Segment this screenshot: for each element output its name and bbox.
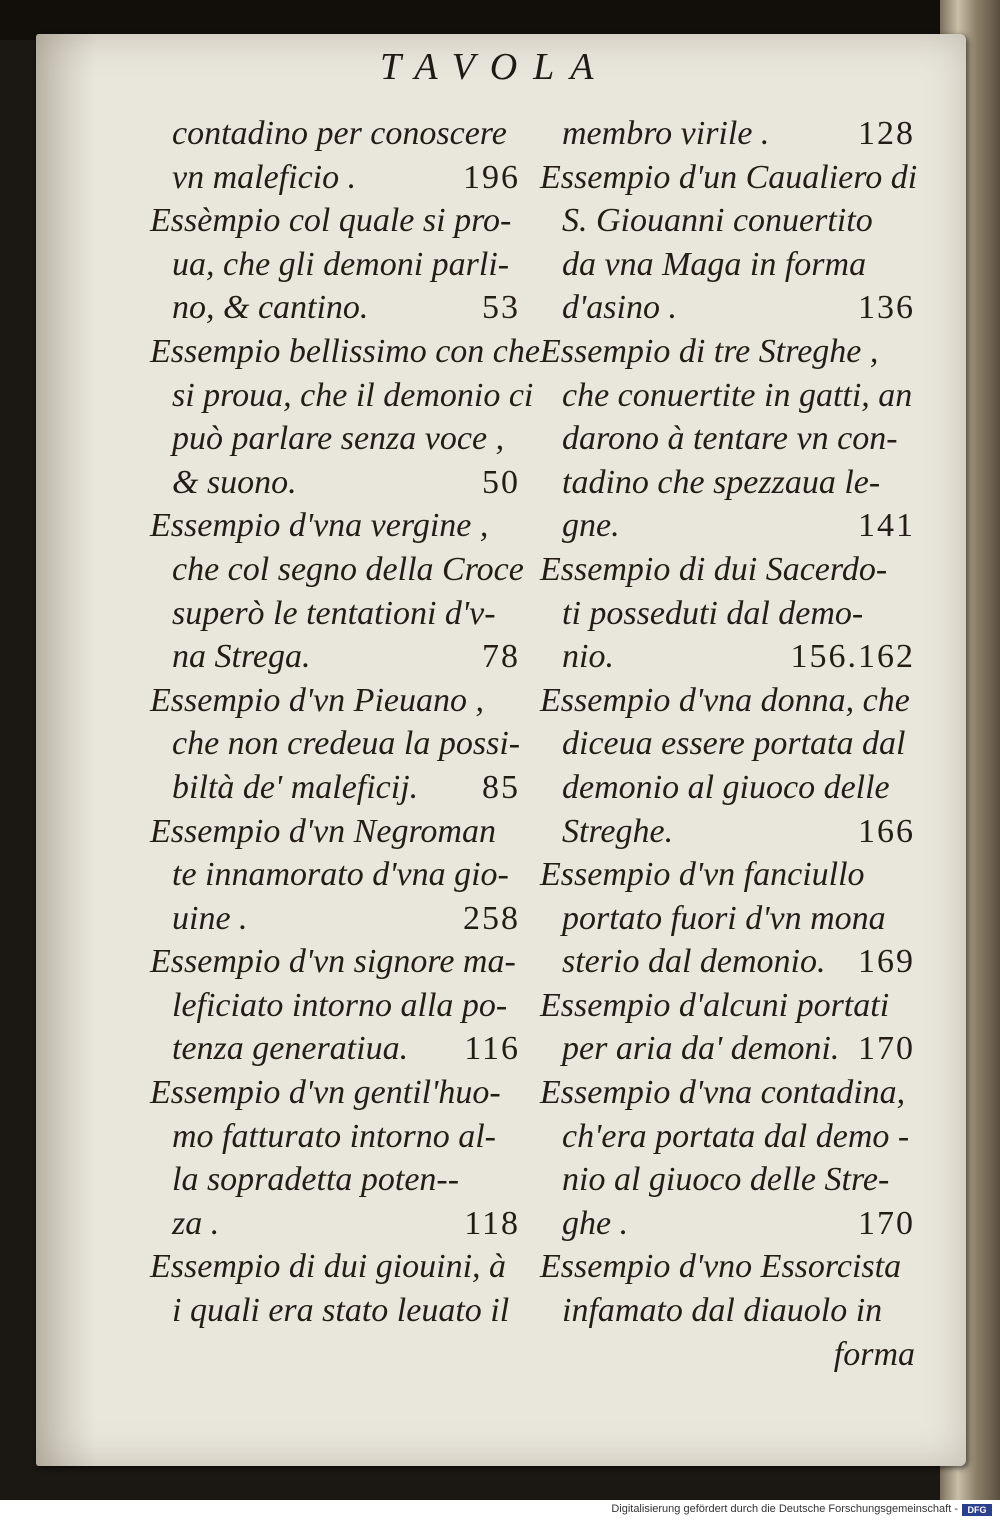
index-entry-text: tenza generatiua.: [172, 1030, 409, 1068]
index-entry-text: demonio al giuoco delle: [562, 768, 890, 806]
index-entry-text: infamato dal diauolo in: [562, 1292, 883, 1330]
index-entry-text: te innamorato d'vna gio-: [172, 856, 509, 894]
index-line: [540, 461, 915, 505]
index-entry-text: Essempio di dui giouini, à: [150, 1248, 507, 1286]
index-entry-text: può parlare senza voce ,: [172, 420, 505, 458]
page-number: 118: [464, 1204, 520, 1242]
index-entry-text: za .: [172, 1204, 220, 1242]
index-line: [150, 853, 520, 897]
index-entry-text: gne.: [562, 507, 620, 545]
index-entry-text: che conuertite in gatti, an: [562, 376, 913, 414]
index-line: [540, 679, 915, 723]
index-entry-text: superò le tentationi d'v-: [172, 594, 496, 632]
page-number: 170: [858, 1030, 915, 1068]
index-line: [150, 461, 520, 505]
index-line: [540, 766, 915, 810]
page-header: TAVOLA: [380, 46, 610, 88]
index-line: [150, 897, 520, 941]
page-number: 196: [463, 158, 520, 196]
index-entry-text: Essempio di tre Streghe ,: [540, 332, 879, 370]
index-entry-text: Essempio d'vn gentil'huo-: [150, 1074, 501, 1112]
index-line: [540, 984, 915, 1028]
index-entry-text: tadino che spezzaua le-: [562, 463, 881, 501]
index-line: [150, 1115, 520, 1159]
index-line: [150, 1027, 520, 1071]
index-entry-text: Essempio d'vno Essorcista: [540, 1248, 902, 1286]
index-line: [540, 156, 918, 200]
index-line: [540, 897, 915, 941]
index-line: [540, 1115, 915, 1159]
index-line: [150, 243, 520, 287]
index-entry-text: Essempio d'vn Negroman: [150, 812, 496, 850]
index-line: [540, 592, 915, 636]
page-number: 50: [482, 463, 520, 501]
index-entry-text: Streghe.: [562, 812, 674, 850]
index-line: [540, 810, 915, 854]
index-entry-text: Essempio d'vn Pieuano ,: [150, 681, 484, 719]
page-number: 156.162: [790, 638, 915, 676]
index-entry-text: Essempio d'alcuni portati: [540, 986, 890, 1024]
index-entry-text: da vna Maga in forma: [562, 245, 867, 283]
index-line: [150, 1245, 520, 1289]
index-line: [150, 1289, 520, 1333]
index-line: [150, 1202, 520, 1246]
index-line: [150, 810, 520, 854]
index-entry-text: Essempio bellissimo con che: [150, 332, 540, 370]
index-entry-text: che non credeua la possi-: [172, 725, 521, 763]
index-entry-text: d'asino .: [562, 289, 677, 327]
index-entry-text: Essempio d'vna vergine ,: [150, 507, 489, 545]
index-line: [150, 330, 540, 374]
index-line: [150, 548, 524, 592]
index-entry-text: nio al giuoco delle Stre-: [562, 1161, 890, 1199]
index-line: [540, 417, 915, 461]
index-entry-text: mo fatturato intorno al-: [172, 1117, 496, 1155]
index-line: [150, 984, 520, 1028]
index-entry-text: si proua, che il demonio ci: [172, 376, 534, 414]
index-entry-text: ghe .: [562, 1204, 629, 1242]
index-entry-text: Essempio di dui Sacerdo-: [540, 550, 888, 588]
index-line: [540, 1333, 915, 1377]
index-line: [150, 766, 520, 810]
index-entry-text: contadino per conoscere: [172, 115, 507, 152]
index-line: [150, 1158, 520, 1202]
index-line: [150, 940, 520, 984]
index-entry-text: S. Giouanni conuertito: [562, 202, 873, 240]
index-entry-text: Essempio d'un Caualiero di: [540, 158, 918, 196]
index-line: [540, 1071, 915, 1115]
index-entry-text: no, & cantino.: [172, 289, 369, 327]
index-line: [540, 1027, 915, 1071]
index-line: [150, 156, 520, 200]
index-entry-text: vn maleficio .: [172, 158, 357, 196]
index-line: [540, 1202, 915, 1246]
index-line: [540, 199, 915, 243]
index-line: [540, 330, 915, 374]
index-entry-text: membro virile .: [562, 115, 770, 152]
index-entry-text: diceua essere portata dal: [562, 725, 906, 763]
index-line: [150, 286, 520, 330]
page-number: 170: [858, 1204, 915, 1242]
page-number: 141: [858, 507, 915, 545]
index-line: [540, 1245, 915, 1289]
index-entry-text: uine .: [172, 899, 248, 937]
index-line: [540, 504, 915, 548]
index-line: [540, 243, 915, 287]
index-line: [540, 1289, 915, 1333]
digitization-footer: [0, 1500, 1000, 1520]
page-number: 53: [482, 289, 520, 327]
index-entry-text: che col segno della Croce: [172, 550, 524, 588]
index-entry-text: na Strega.: [172, 638, 311, 676]
index-entry-text: Essempio d'vn signore ma-: [150, 943, 516, 981]
index-line: [540, 1158, 915, 1202]
index-line: [150, 199, 520, 243]
right-index-column: [540, 112, 918, 1376]
index-entry-text: Essempio d'vn fanciullo: [540, 856, 865, 894]
index-line: [150, 722, 520, 766]
page-number: 258: [463, 899, 520, 937]
left-index-column: [150, 112, 540, 1333]
index-line: [540, 374, 915, 418]
index-line: [150, 504, 520, 548]
index-entry-text: sterio dal demonio.: [562, 943, 826, 981]
page-number: 85: [482, 768, 520, 806]
index-entry-text: ch'era portata dal demo -: [562, 1117, 910, 1155]
dfg-logo: DFG: [962, 1504, 992, 1516]
index-line: [150, 1071, 520, 1115]
index-entry-text: & suono.: [172, 463, 297, 501]
index-entry-text: Essèmpio col quale si pro-: [150, 202, 512, 240]
index-line: [150, 635, 520, 679]
index-entry-text: i quali era stato leuato il: [172, 1292, 510, 1330]
index-entry-text: per aria da' demoni.: [562, 1030, 840, 1068]
index-entry-text: biltà de' maleficij.: [172, 768, 419, 806]
index-entry-text: leficiato intorno alla po-: [172, 986, 508, 1024]
index-entry-text: Essempio d'vna contadina,: [540, 1074, 906, 1112]
index-entry-text: forma: [833, 1335, 915, 1373]
index-line: [150, 679, 520, 723]
index-entry-text: portato fuori d'vn mona: [562, 899, 886, 937]
index-line: [150, 374, 534, 418]
index-entry-text: nio.: [562, 638, 614, 676]
index-line: [540, 940, 915, 984]
page-number: 169: [858, 943, 915, 981]
index-line: [540, 635, 915, 679]
index-entry-text: ti posseduti dal demo-: [562, 594, 864, 632]
index-line: [540, 112, 915, 156]
page-number: 136: [858, 289, 915, 327]
page-number: 166: [858, 812, 915, 850]
index-entry-text: la sopradetta poten--: [172, 1161, 460, 1199]
index-line: [150, 417, 520, 461]
page-number: 78: [482, 638, 520, 676]
index-entry-text: Essempio d'vna donna, che: [540, 681, 910, 719]
page-number: 128: [858, 115, 915, 152]
index-line: [540, 722, 915, 766]
index-line: [540, 548, 915, 592]
index-line: [540, 853, 915, 897]
index-entry-text: darono à tentare vn con-: [562, 420, 898, 458]
index-line: [150, 112, 520, 156]
index-line: [150, 592, 520, 636]
footer-credit: Digitalisierung gefördert durch die Deutsche Forschungsgemeinschaft -: [611, 1503, 958, 1515]
index-line: [540, 286, 915, 330]
page-number: 116: [464, 1030, 520, 1068]
page-gutter-shade: [36, 34, 96, 1466]
index-entry-text: ua, che gli demoni parli-: [172, 245, 510, 283]
